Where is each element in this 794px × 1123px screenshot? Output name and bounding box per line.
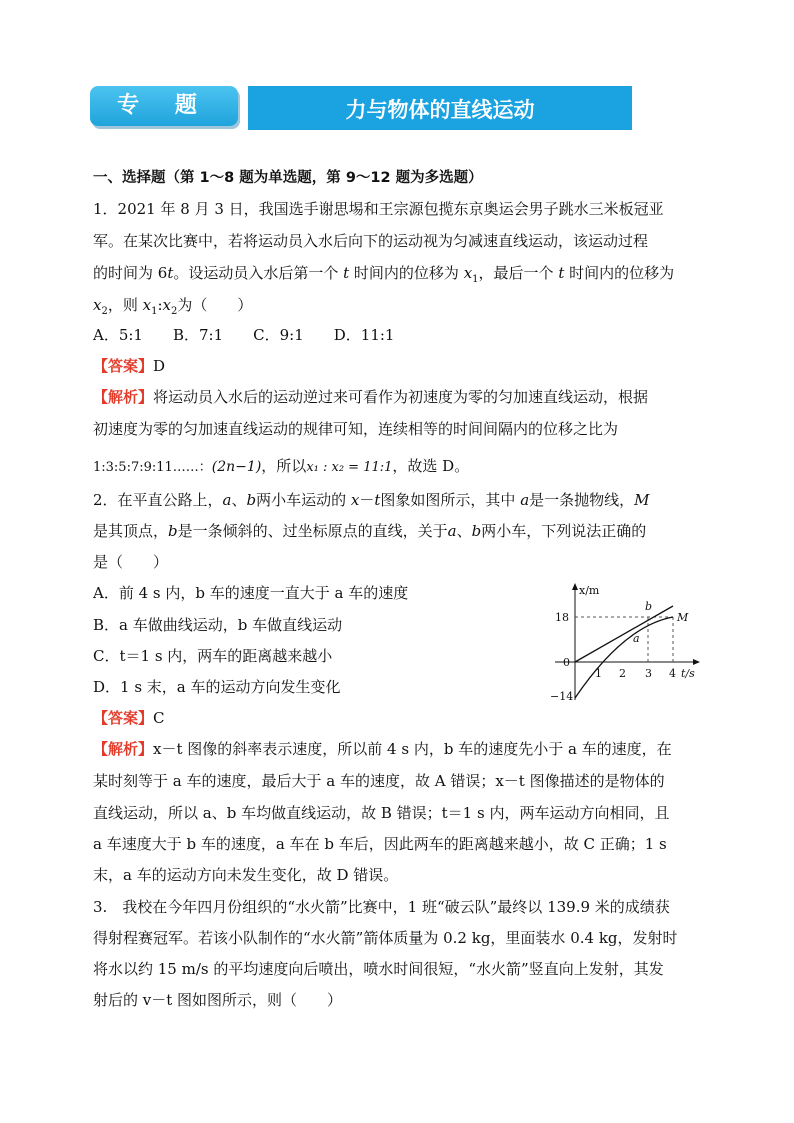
x-tick-label: 3 [645, 667, 652, 680]
x-tick-label: 4 [669, 667, 676, 680]
q3-line: 3. 我校在今年四月份组织的“水火箭”比赛中，1 班“破云队”最终以 139.9 米的成绩获 [93, 898, 670, 916]
y-tick-label: 0 [563, 656, 570, 669]
x-axis-label: t/s [681, 667, 695, 680]
q2-analysis: 直线运动，所以 a、b 车均做直线运动，故 B 错误；t＝1 s 内，两车运动方向相同，且 [93, 804, 670, 822]
q1-analysis: 初速度为零的匀加速直线运动的规律可知，连续相等的时间间隔内的位移之比为 [93, 420, 619, 438]
y-axis-label: x/m [579, 584, 600, 597]
x-axis-arrow [693, 659, 700, 665]
line-b [575, 606, 673, 662]
q2-answer: 【答案】C [93, 709, 165, 727]
x-tick-label: 2 [619, 667, 626, 680]
q2-option-d: D．1 s 末，a 车的运动方向发生变化 [93, 678, 341, 696]
q2-option-b: B．a 车做曲线运动，b 车做直线运动 [93, 616, 343, 634]
x-t-graph [545, 580, 705, 705]
y-axis-arrow [572, 583, 578, 590]
label-b: b [645, 600, 653, 613]
label-m: M [677, 611, 689, 624]
q2-analysis: 末，a 车的运动方向未发生变化，故 D 错误。 [93, 866, 399, 884]
q1-line: $x_2$，则 $x_1:x_2$为（ ） [93, 296, 253, 317]
q3-line: 射后的 v－t 图如图所示，则（ ） [93, 991, 343, 1009]
q1-options: A．5:1 B．7:1 C．9:1 D．11:1 [93, 326, 395, 344]
q3-line: 得射程赛冠军。若该小队制作的“水火箭”箭体质量为 0.2 kg，里面装水 0.4 kg，发射时 [93, 929, 678, 947]
q2-option-c: C．t＝1 s 内，两车的距离越来越小 [93, 647, 333, 665]
q1-line: 1．2021 年 8 月 3 日，我国选手谢思埸和王宗源包揽东京奥运会男子跳水三米板冠亚 [93, 200, 664, 218]
q2-line: 是（ ） [93, 553, 169, 571]
q2-line: 是其顶点，b是一条倾斜的、过坐标原点的直线，关于a、b两小车，下列说法正确的 [93, 522, 647, 540]
q2-line: 2．在平直公路上，a、b两小车运动的 x－t图象如图所示，其中 a是一条抛物线，M [93, 491, 650, 509]
x-tick-label: 1 [595, 667, 602, 680]
label-a: a [633, 632, 640, 645]
q3-line: 将水以约 15 m/s 的平均速度向后喷出，喷水时间很短，“水火箭”竖直向上发射，其发 [93, 960, 664, 978]
q2-analysis: a 车速度大于 b 车的速度，a 车在 b 车后，因此两车的距离越来越小，故 C 正确；1 s [93, 835, 667, 853]
q2-analysis: 某时刻等于 a 车的速度，最后大于 a 车的速度，故 A 错误；x－t 图像描述的是物体的 [93, 772, 665, 790]
q1-analysis: 【解析】将运动员入水后的运动逆过来可看作为初速度为零的匀加速直线运动，根据 [93, 388, 649, 406]
topic-title: 力与物体的直线运动 [248, 86, 632, 130]
q1-answer: 【答案】D [93, 357, 166, 375]
q1-line: 的时间为 6t。设运动员入水后第一个 t 时间内的位移为 $x_1$，最后一个 t 时间内的位移为 [93, 264, 675, 285]
topic-badge: 专 题 二 [90, 86, 238, 126]
q2-analysis: 【解析】x－t 图像的斜率表示速度，所以前 4 s 内，b 车的速度先小于 a 车的速度，在 [93, 740, 672, 758]
q1-line: 军。在某次比赛中，若将运动员入水后向下的运动视为匀减速直线运动，该运动过程 [93, 232, 649, 250]
q1-analysis: 1:3:5:7:9:11……：(2n−1)，所以x₁ : x₂ = 11:1，故选 D。 [93, 457, 470, 475]
curve-a [575, 617, 673, 698]
y-tick-label: 18 [555, 611, 569, 624]
section-title: 一、选择题（第 1～8 题为单选题，第 9～12 题为多选题） [93, 170, 483, 186]
y-tick-label: −14 [550, 690, 574, 703]
q2-option-a: A．前 4 s 内，b 车的速度一直大于 a 车的速度 [93, 584, 409, 602]
